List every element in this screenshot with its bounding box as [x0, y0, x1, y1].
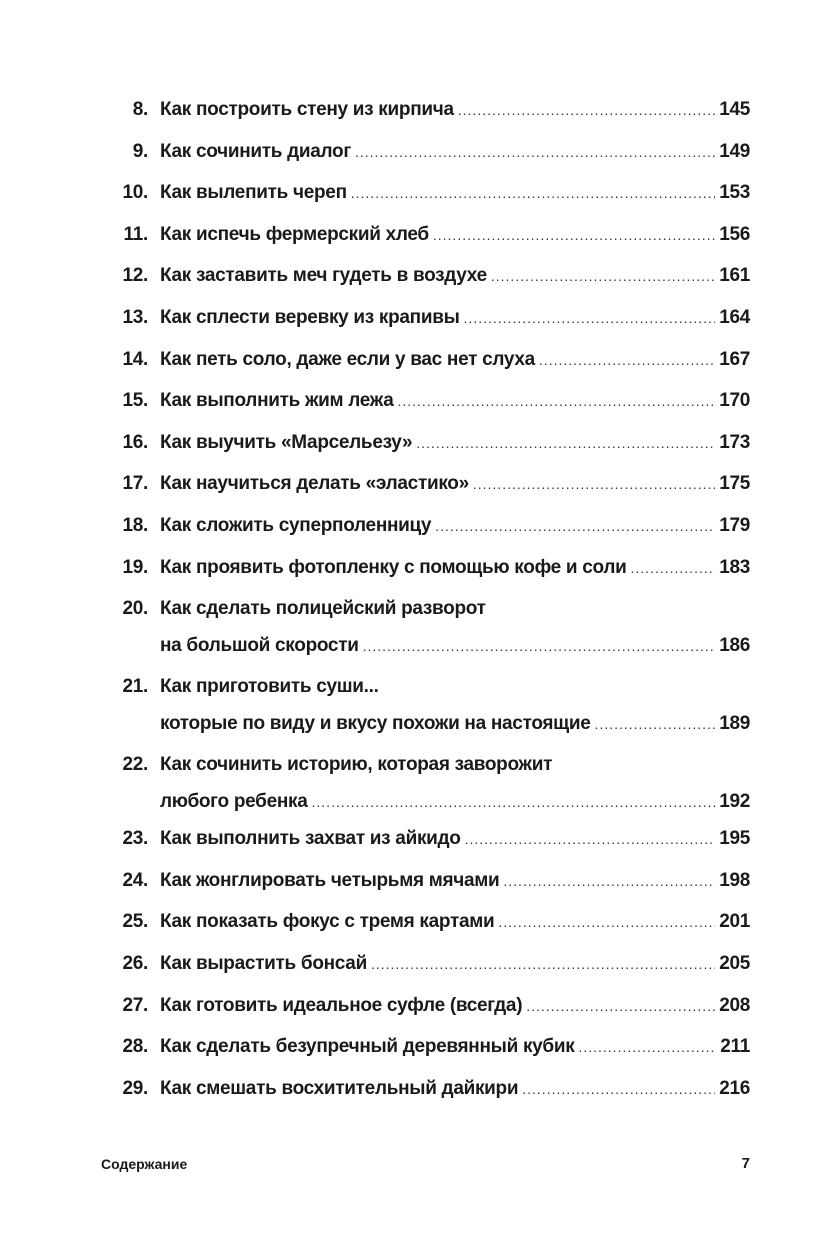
toc-entry [0, 172, 833, 214]
toc-entry [0, 547, 833, 589]
folio-page-number: 7 [741, 1155, 750, 1172]
entry-page: 211 [720, 1036, 750, 1058]
toc-entry [0, 463, 833, 505]
dot-leader [433, 227, 715, 243]
dot-leader [371, 956, 715, 972]
entry-number: 27. [122, 994, 148, 1016]
entry-line [160, 224, 750, 246]
dot-leader [526, 998, 715, 1014]
dot-leader [458, 102, 715, 118]
entry-title-second-line: на большой скорости [160, 635, 359, 657]
entry-number: 13. [122, 306, 148, 328]
entry-number: 15. [122, 390, 148, 412]
toc-entry [0, 422, 833, 464]
table-of-contents [0, 89, 833, 1113]
toc-entry [0, 864, 833, 906]
dot-leader [397, 393, 715, 409]
entry-line [160, 432, 750, 454]
entry-number: 20. [122, 598, 148, 620]
entry-page: 153 [719, 182, 750, 204]
entry-number: 9. [132, 140, 148, 162]
dot-leader [498, 914, 715, 930]
entry-page: 201 [719, 911, 750, 933]
entry-page: 179 [719, 514, 750, 536]
dot-leader [435, 518, 715, 534]
toc-entry [0, 89, 833, 131]
entry-line [160, 911, 750, 933]
entry-title: Как испечь фермерский хлеб [160, 223, 429, 245]
entry-title: Как сочинить диалог [160, 140, 351, 162]
entry-title: Как выполнить жим лежа [160, 390, 394, 412]
entry-page: 164 [719, 306, 750, 328]
entry-title: Как жонглировать четырьмя мячами [160, 869, 500, 891]
entry-title: Как сплести веревку из крапивы [160, 306, 460, 328]
entry-number: 22. [122, 754, 148, 776]
toc-entry [0, 380, 833, 422]
entry-title-second-line: любого ребенка [160, 791, 308, 813]
entry-line [160, 390, 750, 412]
entry-page: 186 [719, 635, 750, 657]
entry-number: 19. [122, 556, 148, 578]
entry-number: 23. [122, 828, 148, 850]
toc-entry [0, 989, 833, 1031]
entry-title: Как готовить идеальное суфле (всегда) [160, 994, 523, 1016]
toc-entry [0, 255, 833, 297]
entry-number: 28. [122, 1036, 148, 1058]
entry-page: 216 [719, 1077, 750, 1099]
toc-entry [0, 1072, 833, 1114]
running-footer-title: Содержание [101, 1156, 188, 1172]
entry-title: Как сделать безупречный деревянный кубик [160, 1036, 575, 1058]
entry-number: 26. [122, 952, 148, 974]
entry-title: Как вылепить череп [160, 182, 347, 204]
entry-line [160, 557, 750, 579]
entry-line [160, 349, 750, 371]
dot-leader [355, 144, 715, 160]
entry-title: Как выполнить захват из айкидо [160, 828, 461, 850]
entry-line [160, 473, 750, 495]
entry-number: 8. [132, 99, 148, 120]
entry-number: 17. [122, 473, 148, 495]
entry-title: Как показать фокус с тремя картами [160, 911, 495, 933]
entry-number: 24. [122, 869, 148, 891]
dot-leader [522, 1081, 715, 1097]
entry-title: Как сложить суперполенницу [160, 514, 432, 536]
dot-leader [595, 716, 716, 732]
toc-entry [0, 1030, 833, 1072]
entry-line [160, 995, 750, 1017]
entry-line [160, 635, 750, 657]
dot-leader [503, 873, 715, 889]
toc-entry [0, 214, 833, 256]
entry-title-first-line: Как сделать полицейский разворот [160, 598, 486, 620]
entry-line [160, 99, 750, 121]
entry-line [160, 265, 750, 287]
entry-title: Как проявить фотопленку с помощью кофе и соли [160, 556, 627, 578]
entry-page: 175 [719, 473, 750, 495]
toc-entry [0, 666, 833, 744]
entry-title-first-line: Как сочинить историю, которая заворожит [160, 754, 553, 776]
entry-title: Как выучить «Марсельезу» [160, 431, 413, 453]
entry-title-first-line: Как приготовить суши... [160, 676, 379, 698]
dot-leader [631, 560, 716, 576]
dot-leader [351, 185, 715, 201]
entry-line [160, 870, 750, 892]
toc-entry [0, 744, 833, 822]
entry-title-second-line: которые по виду и вкусу похожи на настоящие [160, 713, 591, 735]
toc-entry [0, 947, 833, 989]
entry-number: 18. [122, 514, 148, 536]
entry-page: 205 [719, 952, 750, 974]
entry-page: 170 [719, 390, 750, 412]
entry-title: Как смешать восхитительный дайкири [160, 1077, 519, 1099]
entry-line [160, 182, 750, 204]
entry-title: Как научиться делать «эластико» [160, 473, 469, 495]
dot-leader [464, 310, 716, 326]
entry-title: Как вырастить бонсай [160, 952, 367, 974]
entry-number: 25. [122, 911, 148, 933]
entry-number: 21. [122, 676, 148, 698]
entry-line [160, 791, 750, 813]
dot-leader [465, 831, 716, 847]
entry-number: 29. [122, 1077, 148, 1099]
entry-title: Как построить стену из кирпича [160, 99, 454, 120]
entry-line [160, 307, 750, 329]
dot-leader [312, 794, 716, 810]
entry-page: 189 [719, 713, 750, 735]
entry-title: Как заставить меч гудеть в воздухе [160, 265, 487, 287]
entry-number: 14. [122, 348, 148, 370]
toc-entry [0, 297, 833, 339]
dot-leader [363, 638, 716, 654]
dot-leader [539, 352, 715, 368]
entry-line [160, 828, 750, 850]
entry-page: 208 [719, 994, 750, 1016]
entry-page: 198 [719, 869, 750, 891]
dot-leader [578, 1039, 716, 1055]
entry-page: 145 [719, 99, 750, 120]
entry-page: 192 [719, 791, 750, 813]
toc-entry [0, 339, 833, 381]
dot-leader [473, 476, 715, 492]
entry-line [160, 713, 750, 735]
entry-page: 173 [719, 431, 750, 453]
entry-number: 10. [122, 182, 148, 204]
toc-entry [0, 822, 833, 864]
entry-page: 167 [719, 348, 750, 370]
entry-number: 12. [122, 265, 148, 287]
entry-page: 195 [719, 828, 750, 850]
toc-entry [0, 505, 833, 547]
entry-line [160, 1078, 750, 1100]
toc-entry [0, 588, 833, 666]
entry-number: 11. [123, 223, 148, 245]
dot-leader [416, 435, 715, 451]
entry-number: 16. [122, 431, 148, 453]
entry-line [160, 953, 750, 975]
dot-leader [491, 268, 715, 284]
entry-page: 161 [719, 265, 750, 287]
entry-page: 156 [719, 223, 750, 245]
entry-page: 183 [719, 556, 750, 578]
entry-line [160, 515, 750, 537]
entry-page: 149 [719, 140, 750, 162]
toc-entry [0, 905, 833, 947]
toc-entry [0, 131, 833, 173]
entry-line [160, 1036, 750, 1058]
entry-title: Как петь соло, даже если у вас нет слуха [160, 348, 535, 370]
entry-line [160, 141, 750, 163]
